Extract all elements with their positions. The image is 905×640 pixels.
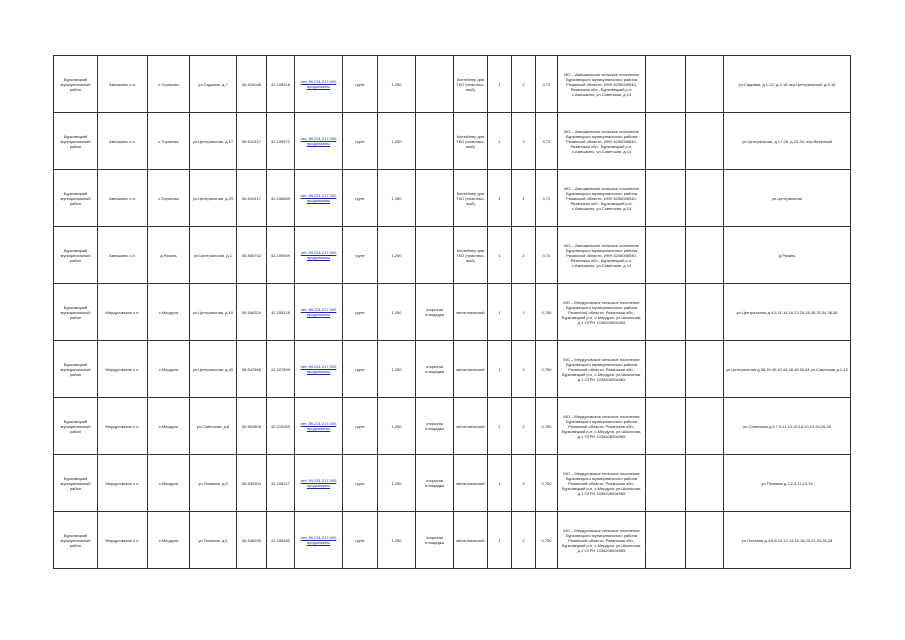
- cell-surface: грунт: [343, 455, 378, 512]
- cell-area: 1,250: [378, 56, 416, 113]
- cell-site-type: [416, 227, 454, 284]
- cell-surface: грунт: [343, 170, 378, 227]
- cell-address: ул.Центральная, д.29: [190, 170, 237, 227]
- cell-address: ул.Центральная, д.10: [190, 284, 237, 341]
- table-row: [54, 284, 851, 341]
- cadastre-link[interactable]: нет, 89.231.217.000 продолжены: [300, 364, 337, 374]
- cell-planned-count: 2: [512, 512, 536, 569]
- cell-container-type: Контейнер для ТКО (пластико- вый): [454, 56, 488, 113]
- cell-container-count: 1: [488, 398, 512, 455]
- cell-cadastre-link[interactable]: [295, 170, 343, 227]
- cell-latitude: 56.510048: [237, 56, 267, 113]
- cell-extra-1: [646, 455, 686, 512]
- cadastre-link[interactable]: нет, 89.231.217.000 продолжены: [300, 193, 337, 203]
- cell-address: ул.Центральная, д.17: [190, 113, 237, 170]
- cell-surface: грунт: [343, 512, 378, 569]
- cell-settlement: Амешкино с.п.: [98, 113, 148, 170]
- cell-locality: с.Торопово: [148, 170, 190, 227]
- cell-extra-2: [686, 170, 724, 227]
- cell-area: 1,250: [378, 341, 416, 398]
- cell-site-type: открытая площадка: [416, 341, 454, 398]
- cell-container-count: 1: [488, 170, 512, 227]
- cell-locality: с.Мердуха: [148, 512, 190, 569]
- cadastre-link[interactable]: нет, 89.231.217.000 продолжены: [300, 79, 337, 89]
- cell-latitude: 56.551808: [237, 398, 267, 455]
- cell-address: ул.Садовая, д.7: [190, 56, 237, 113]
- cell-settlement: Мердуховское с.п.: [98, 341, 148, 398]
- cell-volume: 0,72: [536, 170, 558, 227]
- cell-district: Бурковецкий муниципальный район: [54, 455, 98, 512]
- cell-address: ул.Полевая, д.5: [190, 455, 237, 512]
- cell-latitude: 56.510117: [237, 113, 267, 170]
- cadastre-link[interactable]: нет, 89.231.217.000 продолжены: [300, 421, 337, 431]
- cell-district: Бурковецкий муниципальный район: [54, 512, 98, 569]
- cell-locality: с.Торопово: [148, 113, 190, 170]
- registry-table: [53, 55, 851, 569]
- cell-planned-count: 1: [512, 170, 536, 227]
- cell-longitude: 42.207899: [267, 341, 295, 398]
- cell-cadastre-link[interactable]: [295, 512, 343, 569]
- cell-surface: грунт: [343, 341, 378, 398]
- cell-site-type: [416, 56, 454, 113]
- table-row: [54, 227, 851, 284]
- cell-settlement: Мердуховское с.п.: [98, 512, 148, 569]
- cell-container-count: 1: [488, 512, 512, 569]
- cell-container-type: металлический: [454, 284, 488, 341]
- cell-served-objects: ул.Садовая, д.1-22; д.2-18 пер.Центральный, д.9-16: [724, 56, 851, 113]
- cell-locality: с.Торопово: [148, 56, 190, 113]
- cell-extra-2: [686, 284, 724, 341]
- cell-latitude: 56.547868: [237, 341, 267, 398]
- cell-address: ул.Полевая, д.6: [190, 512, 237, 569]
- cell-district: Бурковецкий муниципальный район: [54, 398, 98, 455]
- cell-owner: МО – Мердуховское сельское поселение Бурковецкого муниципального района Рязанской области, Рязанская обл., Бурковецкий р-н, с.Мердуха, ул.Школьная, д.1 ОГРН 1036208004965: [558, 341, 646, 398]
- cell-container-count: 1: [488, 455, 512, 512]
- cell-planned-count: 2: [512, 398, 536, 455]
- cell-extra-1: [646, 398, 686, 455]
- cell-volume: 0,750: [536, 284, 558, 341]
- cell-volume: 0,750: [536, 512, 558, 569]
- cell-cadastre-link[interactable]: [295, 398, 343, 455]
- cell-address: ул.Центральная, д.1: [190, 227, 237, 284]
- cell-locality: с.Мердуха: [148, 341, 190, 398]
- cell-settlement: Амешкино с.п.: [98, 227, 148, 284]
- cell-container-type: Контейнер для ТКО (пластико- вый): [454, 113, 488, 170]
- cell-owner: МО – Амешкинское сельское поселение Бурковецкого муниципального района Рязанской области, ИНН 6206008540, Рязанская обл., Бурковецкий р-н, с.Амешкино, ул.Советская, д.14: [558, 227, 646, 284]
- table-row: [54, 113, 851, 170]
- cell-extra-2: [686, 341, 724, 398]
- cell-latitude: 56.510417: [237, 170, 267, 227]
- cell-volume: 0,72: [536, 227, 558, 284]
- cell-longitude: 42.108889: [267, 170, 295, 227]
- cell-served-objects: ул.Полевая д.1,2,3,11,13,15: [724, 455, 851, 512]
- cell-longitude: 42.208217: [267, 455, 295, 512]
- cell-district: Бурковецкий муниципальный район: [54, 170, 98, 227]
- cell-site-type: открытая площадка: [416, 455, 454, 512]
- cell-volume: 0,750: [536, 341, 558, 398]
- cell-container-type: металлический: [454, 512, 488, 569]
- cell-owner: МО – Мердуховское сельское поселение Бурковецкого муниципального района Рязанской области, Рязанская обл., Бурковецкий р-н, с.Мердуха, ул.Школьная, д.1 ОГРН 1036208004965: [558, 455, 646, 512]
- cell-extra-1: [646, 56, 686, 113]
- cell-container-type: металлический: [454, 455, 488, 512]
- cell-site-type: [416, 113, 454, 170]
- cell-planned-count: 2: [512, 455, 536, 512]
- cell-extra-2: [686, 512, 724, 569]
- cell-served-objects: ул.Центральная: [724, 170, 851, 227]
- cell-settlement: Амешкино с.п.: [98, 56, 148, 113]
- cell-volume: 0,750: [536, 455, 558, 512]
- table-row: [54, 512, 851, 569]
- cell-served-objects: ул.Центральная д.38,39,40,42,44,46,48,50,54 ул.Советская д.1-12: [724, 341, 851, 398]
- cell-area: 1,250: [378, 512, 416, 569]
- cell-extra-2: [686, 56, 724, 113]
- cell-longitude: 42.210059: [267, 398, 295, 455]
- cell-district: Бурковецкий муниципальный район: [54, 227, 98, 284]
- cell-latitude: 56.506742: [237, 227, 267, 284]
- table-row: [54, 455, 851, 512]
- cell-owner: МО – Мердуховское сельское поселение Бурковецкого муниципального района Рязанской области, Рязанская обл., Бурковецкий р-н, с.Мердуха, ул.Школьная, д.1 ОГРН 1036208004965: [558, 284, 646, 341]
- table-row: [54, 56, 851, 113]
- cell-extra-1: [646, 113, 686, 170]
- cell-planned-count: 2: [512, 341, 536, 398]
- cell-owner: МО – Мердуховское сельское поселение Бурковецкого муниципального района Рязанской области, Рязанская обл., Бурковецкий р-н, с.Мердуха, ул.Школьная, д.1 ОГРН 1036208004965: [558, 398, 646, 455]
- cell-owner: МО – Амешкинское сельское поселение Бурковецкого муниципального района Рязанской области, ИНН 6206008540, Рязанская обл., Бурковецкий р-н, с.Амешкино, ул.Советская, д.14: [558, 113, 646, 170]
- cell-site-type: открытая площадка: [416, 398, 454, 455]
- cell-served-objects: ул.Полевая д.4,6,8,10,12,14,16,18,20,22,24,26,28: [724, 512, 851, 569]
- cell-district: Бурковецкий муниципальный район: [54, 56, 98, 113]
- cell-area: 1,250: [378, 284, 416, 341]
- cadastre-link[interactable]: нет, 89.231.217.000 продолжены: [300, 535, 337, 545]
- cell-extra-2: [686, 455, 724, 512]
- cell-surface: грунт: [343, 113, 378, 170]
- cell-cadastre-link[interactable]: [295, 341, 343, 398]
- cadastre-link[interactable]: нет, 89.231.217.000 продолжены: [300, 250, 337, 260]
- cell-extra-1: [646, 170, 686, 227]
- cell-cadastre-link[interactable]: [295, 56, 343, 113]
- cell-cadastre-link[interactable]: [295, 455, 343, 512]
- cell-locality: с.Мердуха: [148, 284, 190, 341]
- table-row: [54, 341, 851, 398]
- cell-locality: д.Рязань: [148, 227, 190, 284]
- cell-container-type: металлический: [454, 341, 488, 398]
- cell-planned-count: 2: [512, 113, 536, 170]
- cadastre-link[interactable]: нет, 89.231.217.000 продолжены: [300, 307, 337, 317]
- table-row: [54, 398, 851, 455]
- cell-owner: МО – Мердуховское сельское поселение Бурковецкого муниципального района Рязанской области, Рязанская обл., Бурковецкий р-н, с.Мердуха, ул.Школьная, д.1 ОГРН 1036208004965: [558, 512, 646, 569]
- cell-served-objects: ул.Центральная, д.17-26, д.23-34, пер.Весенний: [724, 113, 851, 170]
- cell-settlement: Мердуховское с.п.: [98, 284, 148, 341]
- cell-container-count: 1: [488, 227, 512, 284]
- cell-container-count: 1: [488, 284, 512, 341]
- cell-container-type: Контейнер для ТКО (пластико- вый): [454, 227, 488, 284]
- cell-address: ул.Советская, д.8: [190, 398, 237, 455]
- cell-extra-1: [646, 227, 686, 284]
- cell-area: 1,250: [378, 455, 416, 512]
- cell-container-type: металлический: [454, 398, 488, 455]
- cell-extra-2: [686, 113, 724, 170]
- cell-area: 1,250: [378, 227, 416, 284]
- cell-longitude: 42.208480: [267, 512, 295, 569]
- cell-served-objects: д.Рязань: [724, 227, 851, 284]
- cell-served-objects: ул.Советская д.5,7,9,11,13,15,18,20,22,24,26,28: [724, 398, 851, 455]
- cell-surface: грунт: [343, 398, 378, 455]
- cell-served-objects: ул.Центральная д.4,6,11,16,18,23,25,28,30,32,34,36,38: [724, 284, 851, 341]
- cell-extra-1: [646, 341, 686, 398]
- cell-area: 1,250: [378, 398, 416, 455]
- cell-volume: 0,72: [536, 113, 558, 170]
- cell-cadastre-link[interactable]: [295, 227, 343, 284]
- cadastre-link[interactable]: нет, 89.231.217.000 продолжены: [300, 136, 337, 146]
- cell-longitude: 42.208118: [267, 284, 295, 341]
- cadastre-link[interactable]: нет, 89.231.217.000 продолжены: [300, 478, 337, 488]
- cell-surface: грунт: [343, 284, 378, 341]
- cell-extra-1: [646, 512, 686, 569]
- cell-locality: с.Мердуха: [148, 398, 190, 455]
- cell-site-type: [416, 170, 454, 227]
- cell-locality: с.Мердуха: [148, 455, 190, 512]
- cell-volume: 0,750: [536, 398, 558, 455]
- cell-cadastre-link[interactable]: [295, 113, 343, 170]
- cell-settlement: Мердуховское с.п.: [98, 455, 148, 512]
- cell-settlement: Мердуховское с.п.: [98, 398, 148, 455]
- table-row: [54, 170, 851, 227]
- cell-longitude: 42.109572: [267, 113, 295, 170]
- cell-container-type: Контейнер для ТКО (пластико- вый): [454, 170, 488, 227]
- cell-owner: МО – Амешкинское сельское поселение Бурковецкого муниципального района Рязанской области, ИНН 6206008540, Рязанская обл., Бурковецкий р-н, с.Амешкино, ул.Советская, д.14: [558, 170, 646, 227]
- cell-district: Бурковецкий муниципальный район: [54, 113, 98, 170]
- cell-longitude: 42.108918: [267, 56, 295, 113]
- cell-planned-count: 2: [512, 56, 536, 113]
- cell-district: Бурковецкий муниципальный район: [54, 284, 98, 341]
- cell-district: Бурковецкий муниципальный район: [54, 341, 98, 398]
- cell-latitude: 56.549304: [237, 455, 267, 512]
- cell-settlement: Амешкино с.п.: [98, 170, 148, 227]
- cell-extra-2: [686, 398, 724, 455]
- cell-area: 1,250: [378, 113, 416, 170]
- cell-planned-count: 2: [512, 284, 536, 341]
- cell-volume: 0,72: [536, 56, 558, 113]
- cell-container-count: 1: [488, 113, 512, 170]
- cell-extra-2: [686, 227, 724, 284]
- cell-address: ул.Центральная, д.40: [190, 341, 237, 398]
- cell-owner: МО – Амешкинское сельское поселение Бурковецкого муниципального района Рязанской области, ИНН 6206008540, Рязанская обл., Бурковецкий р-н, с.Амешкино, ул.Советская, д.14: [558, 56, 646, 113]
- cell-planned-count: 2: [512, 227, 536, 284]
- cell-site-type: открытая площадка: [416, 512, 454, 569]
- cell-longitude: 42.109559: [267, 227, 295, 284]
- cell-container-count: 1: [488, 341, 512, 398]
- cell-surface: грунт: [343, 56, 378, 113]
- cell-area: 1,250: [378, 170, 416, 227]
- cell-latitude: 56.548235: [237, 512, 267, 569]
- cell-site-type: открытая площадка: [416, 284, 454, 341]
- cell-extra-1: [646, 284, 686, 341]
- cell-container-count: 1: [488, 56, 512, 113]
- cell-cadastre-link[interactable]: [295, 284, 343, 341]
- cell-latitude: 56.548324: [237, 284, 267, 341]
- cell-surface: грунт: [343, 227, 378, 284]
